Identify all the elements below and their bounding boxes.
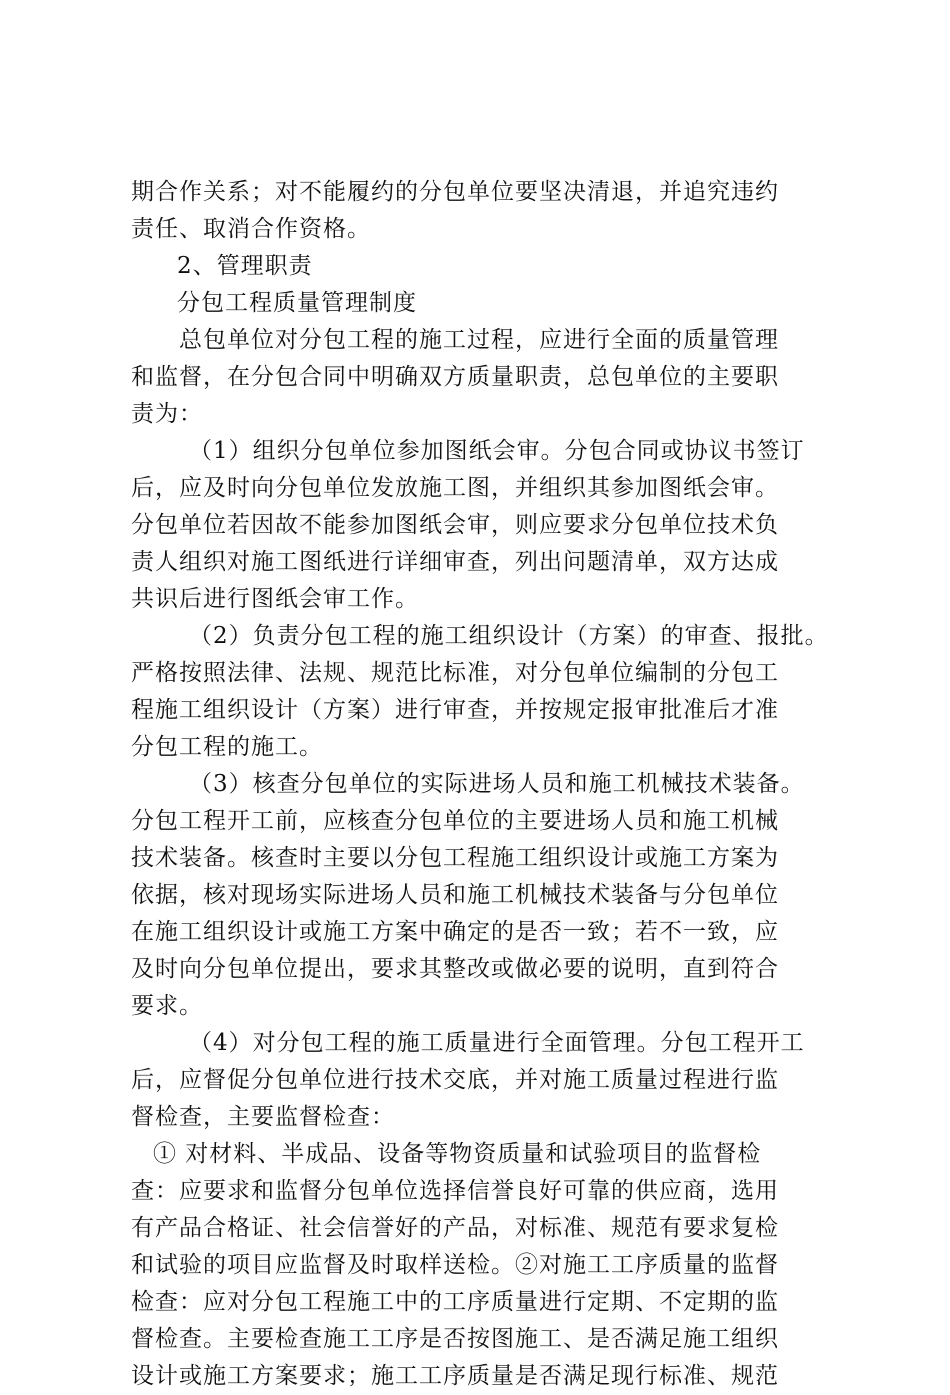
text-line: 责人组织对施工图纸进行详细审查，列出问题清单，双方达成: [131, 549, 779, 575]
text-line: 要求。: [131, 993, 203, 1019]
text-line: 期合作关系；对不能履约的分包单位要坚决清退，并追究违约: [131, 179, 779, 205]
text-line: 查：应要求和监督分包单位选择信誉良好可靠的供应商，选用: [131, 1178, 779, 1204]
text-line: 督检查，主要监督检查：: [131, 1104, 395, 1130]
text-line: 后，应督促分包单位进行技术交底，并对施工质量过程进行监: [131, 1067, 779, 1093]
text-line: 设计或施工方案要求；施工工序质量是否满足现行标准、规范: [131, 1363, 779, 1389]
text-line: 后，应及时向分包单位发放施工图，并组织其参加图纸会审。: [131, 475, 779, 501]
text-line: 总包单位对分包工程的施工过程，应进行全面的质量管理: [179, 327, 779, 353]
list-item-2-start: （2）负责分包工程的施工组织设计（方案）的审查、报批。: [189, 623, 829, 649]
sub-item-1-start: ① 对材料、半成品、设备等物资质量和试验项目的监督检: [153, 1141, 762, 1167]
text-line: 技术装备。核查时主要以分包工程施工组织设计或施工方案为: [131, 845, 779, 871]
text-line: 和试验的项目应监督及时取样送检。②对施工工序质量的监督: [131, 1252, 779, 1278]
text-line: 依据，核对现场实际进场人员和施工机械技术装备与分包单位: [131, 882, 779, 908]
document-body: [131, 174, 831, 1395]
list-item-1-start: （1）组织分包单位参加图纸会审。分包合同或协议书签订: [189, 438, 805, 464]
section-heading: 2、管理职责: [177, 253, 313, 279]
list-item-4-start: （4）对分包工程的施工质量进行全面管理。分包工程开工: [189, 1030, 805, 1056]
text-line: 分包工程的施工。: [131, 734, 323, 760]
text-line: 在施工组织设计或施工方案中确定的是否一致；若不一致，应: [131, 919, 779, 945]
text-line: 责任、取消合作资格。: [131, 216, 371, 242]
text-line: 分包工程开工前，应核查分包单位的主要进场人员和施工机械: [131, 808, 779, 834]
text-line: 督检查。主要检查施工工序是否按图施工、是否满足施工组织: [131, 1326, 779, 1352]
text-line: 及时向分包单位提出，要求其整改或做必要的说明，直到符合: [131, 956, 779, 982]
text-line: 分包单位若因故不能参加图纸会审，则应要求分包单位技术负: [131, 512, 779, 538]
text-line: 检查：应对分包工程施工中的工序质量进行定期、不定期的监: [131, 1289, 779, 1315]
text-line: 责为：: [131, 401, 203, 427]
list-item-3-start: （3）核查分包单位的实际进场人员和施工机械技术装备。: [189, 771, 805, 797]
subsection-heading: 分包工程质量管理制度: [177, 290, 417, 316]
text-line: 有产品合格证、社会信誉好的产品，对标准、规范有要求复检: [131, 1215, 779, 1241]
text-line: 程施工组织设计（方案）进行审查，并按规定报审批准后才准: [131, 697, 779, 723]
text-line: 共识后进行图纸会审工作。: [131, 586, 419, 612]
text-line: 严格按照法律、法规、规范比标准，对分包单位编制的分包工: [131, 660, 779, 686]
text-line: 和监督，在分包合同中明确双方质量职责，总包单位的主要职: [131, 364, 779, 390]
